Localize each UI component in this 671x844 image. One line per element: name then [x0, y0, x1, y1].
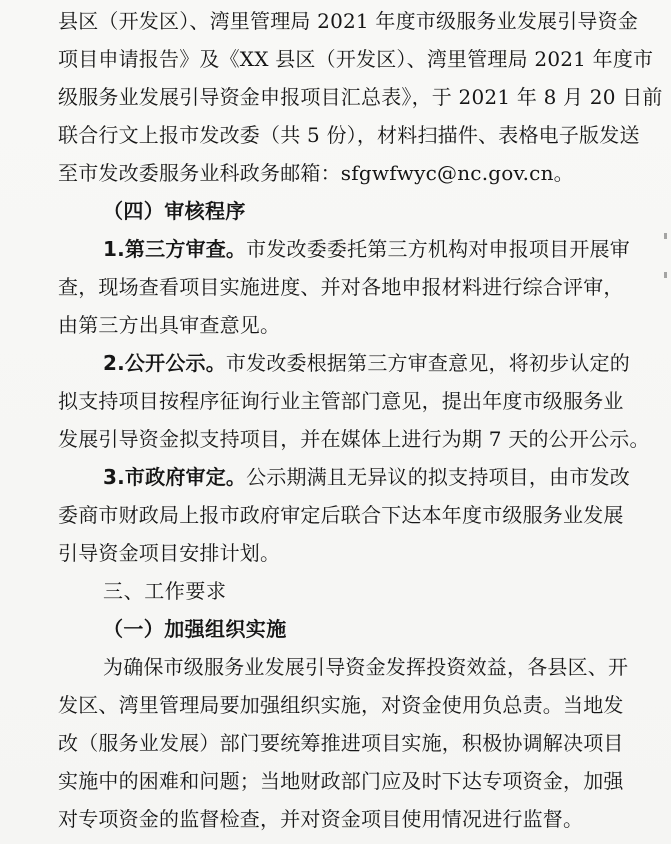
procedure-line-7 [103, 463, 630, 491]
procedure-line-1 [103, 235, 630, 263]
procedure-item-3-label: 3.市政府审定。 [103, 465, 247, 489]
section-heading-work-requirements: 三、工作要求 [103, 579, 227, 603]
paragraph-line-3: 级服务业发展引导资金申报项目汇总表》，于 2021 年 8 月 20 日前 [58, 85, 663, 109]
procedure-line-6: 发展引导资金拟支持项目，并在媒体上进行为期 7 天的公开公示。 [58, 427, 650, 451]
procedure-item-2-label: 2.公开公示。 [103, 351, 226, 375]
paragraph-line-4: 联合行文上报市发改委（共 5 份），材料扫描件、表格电子版发送 [58, 123, 640, 147]
procedure-line-9: 引导资金项目安排计划。 [58, 541, 281, 565]
requirements-line-4: 实施中的困难和问题；当地财政部门应及时下达专项资金，加强 [58, 769, 624, 793]
procedure-line-3: 由第三方出具审查意见。 [58, 313, 281, 337]
procedure-line-2: 查，现场查看项目实施进度、并对各地申报材料进行综合评审， [58, 275, 624, 299]
procedure-item-3-text: 公示期满且无异议的拟支持项目，由市发改 [246, 465, 630, 489]
subheading-review-procedure: （四）审核程序 [103, 199, 246, 223]
procedure-line-8: 委商市财政局上报市政府审定后联合下达本年度市级服务业发展 [58, 503, 624, 527]
procedure-line-5: 拟支持项目按程序征询行业主管部门意见，提出年度市级服务业 [58, 389, 624, 413]
paragraph-line-2: 项目申请报告》及《XX 县区（开发区）、湾里管理局 2021 年度市 [58, 47, 654, 71]
requirements-line-3: 改（服务业发展）部门要统筹推进项目实施，积极协调解决项目 [58, 731, 624, 755]
paragraph-line-5: 至市发改委服务业科政务邮箱：sfgwfwyc@nc.gov.cn。 [58, 161, 574, 185]
requirements-line-1: 为确保市级服务业发展引导资金发挥投资效益，各县区、开 [103, 655, 629, 679]
scan-mark-bottom [664, 272, 667, 278]
scan-mark-top [664, 233, 667, 239]
requirements-line-5: 对专项资金的监督检查，并对资金项目使用情况进行监督。 [58, 807, 584, 831]
procedure-line-4 [103, 349, 630, 377]
subheading-strengthen-organization: （一）加强组织实施 [103, 617, 287, 641]
procedure-item-1-label: 1.第三方审查。 [103, 237, 247, 261]
procedure-item-1-text: 市发改委委托第三方机构对申报项目开展审 [246, 237, 630, 261]
paragraph-line-1: 县区（开发区）、湾里管理局 2021 年度市级服务业发展引导资金 [58, 9, 639, 33]
requirements-line-2: 发区、湾里管理局要加强组织实施，对资金使用负总责。当地发 [58, 693, 624, 717]
procedure-item-2-text: 市发改委根据第三方审查意见，将初步认定的 [225, 351, 630, 375]
